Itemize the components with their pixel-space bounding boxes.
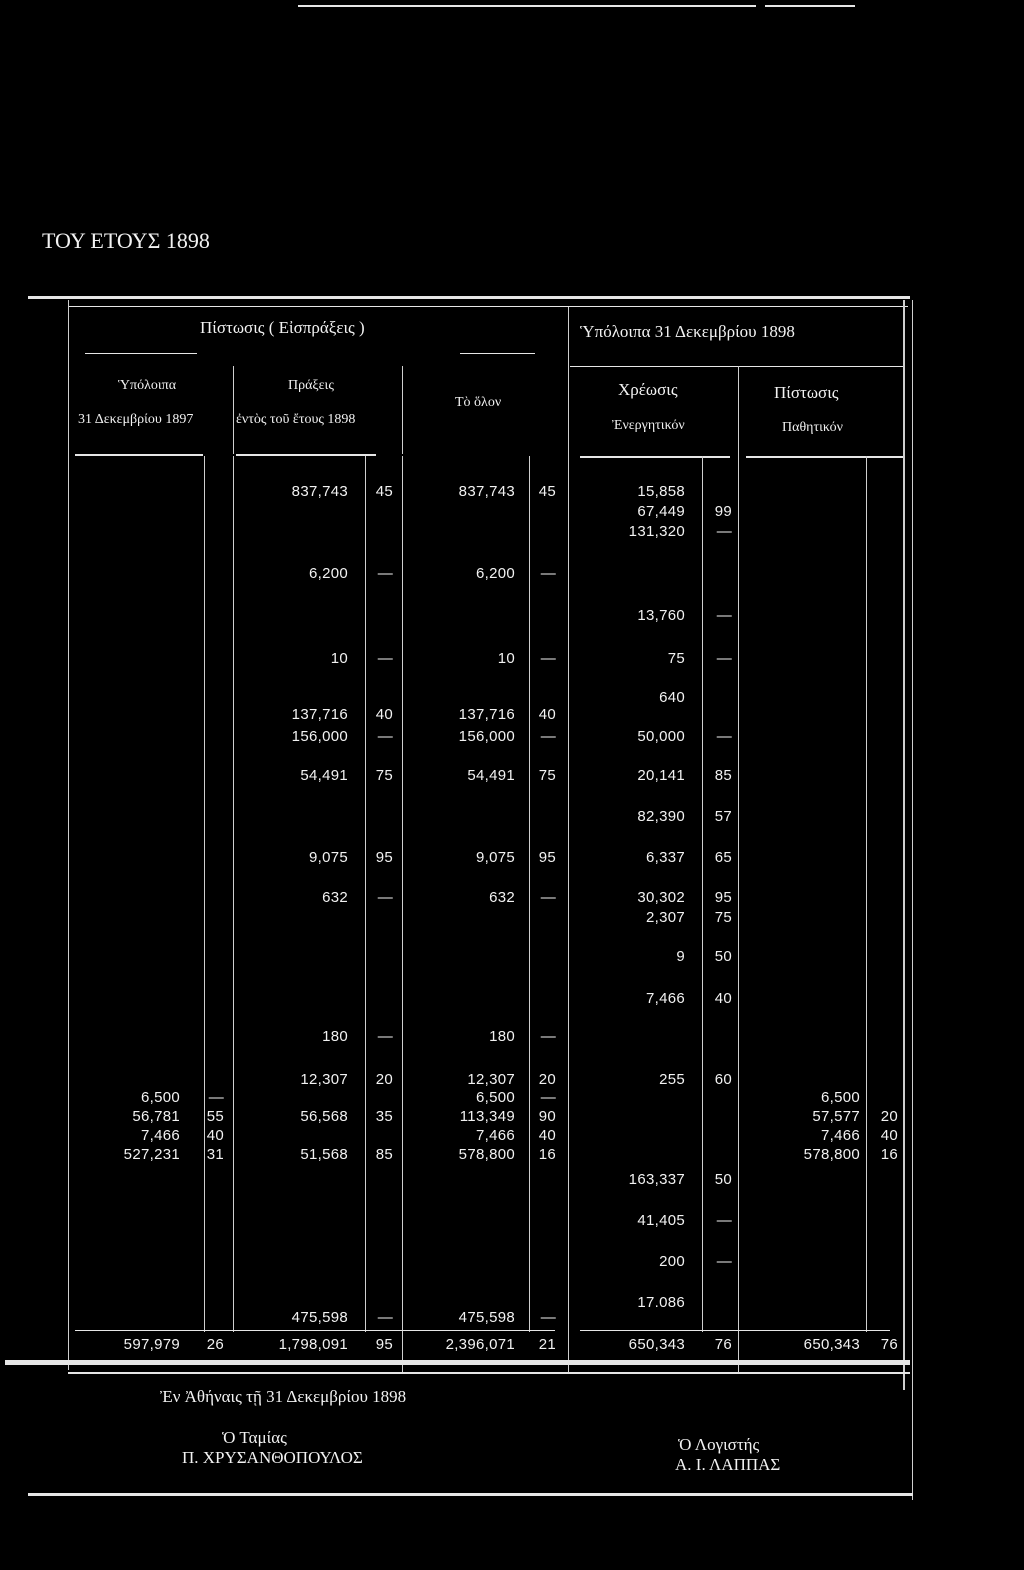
table-right-border: [903, 300, 905, 1390]
body-div-1: [233, 456, 234, 1332]
cell-total: 12,307: [467, 1071, 515, 1088]
cell-debit: 200: [659, 1253, 685, 1270]
cell-trans: 137,716: [291, 706, 348, 723]
accountant-name: Α. Ι. ΛΑΠΠΑΣ: [675, 1455, 781, 1474]
cell-trans: 10: [330, 650, 348, 667]
footer-rule: [28, 1493, 913, 1496]
total-rem: 597,979: [123, 1336, 180, 1353]
accountant-title: Ὁ Λογιστής: [678, 1435, 760, 1454]
cell-total-cents: 40: [538, 1127, 556, 1144]
cell-trans: 9,075: [308, 849, 348, 866]
cell-credit: 7,466: [820, 1127, 860, 1144]
cell-credit: 57,577: [812, 1108, 860, 1125]
cell-debit: 9: [676, 948, 685, 965]
col-credit-l2: Παθητικόν: [782, 420, 843, 435]
cell-debit: 255: [659, 1071, 685, 1088]
cell-debit: 82,390: [637, 808, 685, 825]
cell-total: 7,466: [475, 1127, 515, 1144]
cell-debit: 2,307: [645, 909, 685, 926]
cell-debit: 41,405: [637, 1212, 685, 1229]
hdr-div-2: [402, 366, 403, 454]
cell-total-cents: 45: [538, 483, 556, 500]
cell-debit-cents: 99: [714, 503, 732, 520]
cell-trans: 12,307: [300, 1071, 348, 1088]
cell-debit-cents: 95: [714, 889, 732, 906]
table-top-rule: [28, 296, 910, 299]
cell-total: 54,491: [467, 767, 515, 784]
table-bottom-rule-2: [68, 1372, 910, 1374]
group-divider: [568, 307, 569, 1372]
cell-trans-cents: 75: [375, 767, 393, 784]
total-total-cents: 21: [538, 1336, 556, 1353]
cell-debit: 13,760: [637, 607, 685, 624]
cell-total-cents: —: [540, 565, 556, 582]
cell-rem-cents: 55: [206, 1108, 224, 1125]
cell-total: 10: [497, 650, 515, 667]
cell-debit-cents: —: [716, 1212, 732, 1229]
cell-trans-cents: —: [377, 1028, 393, 1045]
cell-credit-cents: 40: [880, 1127, 898, 1144]
body-div-debit-c: [702, 456, 703, 1332]
header-rule-c: [570, 366, 903, 367]
totals-rule-right: [580, 1330, 890, 1331]
col-transactions-l2: ἐντὸς τοῦ ἔτους 1898: [236, 412, 356, 427]
remaining-group-header: Ὑπόλοιπα 31 Δεκεμβρίου 1898: [580, 322, 795, 341]
cell-trans-cents: 20: [375, 1071, 393, 1088]
cell-debit: 163,337: [628, 1171, 685, 1188]
header-rule-b: [460, 353, 535, 354]
total-rem-cents: 26: [206, 1336, 224, 1353]
cell-trans-cents: —: [377, 650, 393, 667]
cell-debit: 17.086: [637, 1294, 685, 1311]
cell-rem-cents: 31: [206, 1146, 224, 1163]
header-bottom-rule-4: [746, 456, 903, 458]
cell-trans: 837,743: [291, 483, 348, 500]
cell-debit-cents: —: [716, 607, 732, 624]
col-debit-l2: Ἐνεργητικόν: [612, 418, 685, 433]
cell-trans-cents: 35: [375, 1108, 393, 1125]
total-credit: 650,343: [803, 1336, 860, 1353]
total-credit-cents: 76: [880, 1336, 898, 1353]
page-title: ΤΟΥ ΕΤΟΥΣ 1898: [42, 228, 210, 253]
cell-total: 6,200: [475, 565, 515, 582]
cashier-name: Π. ΧΡΥΣΑΝΘΟΠΟΥΛΟΣ: [182, 1448, 363, 1467]
total-trans: 1,798,091: [278, 1336, 348, 1353]
cell-total-cents: —: [540, 650, 556, 667]
cell-debit-cents: 57: [714, 808, 732, 825]
cell-debit-cents: 75: [714, 909, 732, 926]
totals-rule-left: [75, 1330, 555, 1331]
cell-total: 113,349: [459, 1108, 515, 1125]
cell-debit: 20,141: [637, 767, 685, 784]
table-bottom-rule: [5, 1360, 910, 1365]
table-left-border: [68, 300, 69, 1370]
body-div-3: [738, 456, 739, 1372]
cell-trans-cents: 45: [375, 483, 393, 500]
cell-total: 578,800: [458, 1146, 515, 1163]
cell-rem-cents: 40: [206, 1127, 224, 1144]
body-div-2: [402, 456, 403, 1372]
col-debit-l1: Χρέωσις: [618, 380, 678, 399]
top-rule-1: [298, 5, 756, 7]
col-credit-l1: Πίστωσις: [774, 383, 839, 402]
cell-total: 6,500: [475, 1089, 515, 1106]
cell-debit: 6,337: [645, 849, 685, 866]
header-bottom-rule-3: [580, 456, 730, 458]
cell-trans-cents: —: [377, 889, 393, 906]
total-debit: 650,343: [628, 1336, 685, 1353]
cell-total: 632: [489, 889, 515, 906]
cell-credit: 6,500: [820, 1089, 860, 1106]
cell-debit-cents: —: [716, 728, 732, 745]
cell-debit-cents: 65: [714, 849, 732, 866]
cell-total: 475,598: [458, 1309, 515, 1326]
cell-trans: 180: [322, 1028, 348, 1045]
credit-group-header: Πίστωσις ( Εἰσπράξεις ): [200, 318, 365, 337]
cell-total-cents: 16: [538, 1146, 556, 1163]
body-div-rem-c: [204, 456, 205, 1332]
cell-rem: 56,781: [132, 1108, 180, 1125]
table-top-rule-2: [68, 306, 908, 307]
cell-total-cents: —: [540, 1028, 556, 1045]
cell-debit: 75: [667, 650, 685, 667]
cell-trans-cents: —: [377, 728, 393, 745]
cell-total-cents: —: [540, 889, 556, 906]
cell-debit-cents: 60: [714, 1071, 732, 1088]
cell-trans-cents: 40: [375, 706, 393, 723]
cell-debit-cents: 50: [714, 948, 732, 965]
cell-trans-cents: —: [377, 565, 393, 582]
cell-debit: 7,466: [645, 990, 685, 1007]
cell-total-cents: —: [540, 1089, 556, 1106]
col-remaining-1897-l2: 31 Δεκεμβρίου 1897: [78, 412, 194, 427]
cell-rem: 6,500: [140, 1089, 180, 1106]
cell-total: 9,075: [475, 849, 515, 866]
cell-debit: 131,320: [628, 523, 685, 540]
header-bottom-rule-1: [75, 454, 203, 456]
hdr-div-1: [233, 366, 234, 454]
cell-total-cents: —: [540, 1309, 556, 1326]
place-date: Ἐν Ἀθήναις τῇ 31 Δεκεμβρίου 1898: [160, 1387, 407, 1406]
cell-trans-cents: 85: [375, 1146, 393, 1163]
body-div-total-c: [529, 456, 530, 1332]
cell-debit-cents: —: [716, 1253, 732, 1270]
cell-rem-cents: —: [208, 1089, 224, 1106]
cell-total-cents: 20: [538, 1071, 556, 1088]
cell-credit: 578,800: [803, 1146, 860, 1163]
body-div-credit-c: [866, 456, 867, 1332]
cell-trans: 475,598: [291, 1309, 348, 1326]
cell-debit: 30,302: [637, 889, 685, 906]
col-transactions-l1: Πράξεις: [288, 378, 334, 393]
header-bottom-rule-2: [236, 454, 376, 456]
cell-trans: 56,568: [300, 1108, 348, 1125]
cell-trans: 51,568: [300, 1146, 348, 1163]
cell-debit: 50,000: [637, 728, 685, 745]
cell-total-cents: 75: [538, 767, 556, 784]
hdr-div-3: [738, 366, 739, 456]
col-remaining-1897-l1: Ὑπόλοιπα: [118, 378, 177, 393]
cell-total-cents: 95: [538, 849, 556, 866]
cell-debit: 67,449: [637, 503, 685, 520]
cell-total: 156,000: [458, 728, 515, 745]
cell-rem: 527,231: [123, 1146, 180, 1163]
cell-trans: 6,200: [308, 565, 348, 582]
body-div-trans-c: [365, 456, 366, 1332]
top-rule-2: [765, 5, 855, 7]
cell-credit-cents: 20: [880, 1108, 898, 1125]
cell-trans: 156,000: [291, 728, 348, 745]
col-total: Τὸ ὅλον: [455, 395, 502, 410]
cell-debit: 15,858: [637, 483, 685, 500]
cell-trans: 632: [322, 889, 348, 906]
cell-credit-cents: 16: [880, 1146, 898, 1163]
cell-debit-cents: 85: [714, 767, 732, 784]
total-debit-cents: 76: [714, 1336, 732, 1353]
cell-total-cents: —: [540, 728, 556, 745]
cashier-title: Ὁ Ταμίας: [222, 1428, 287, 1447]
cell-total-cents: 40: [538, 706, 556, 723]
cell-debit-cents: —: [716, 523, 732, 540]
table-right-border-outer: [912, 300, 913, 1500]
cell-trans-cents: —: [377, 1309, 393, 1326]
cell-debit-cents: —: [716, 650, 732, 667]
cell-debit-cents: 50: [714, 1171, 732, 1188]
cell-debit: 640: [659, 689, 685, 706]
header-rule-a: [85, 353, 197, 354]
total-total: 2,396,071: [445, 1336, 515, 1353]
cell-rem: 7,466: [140, 1127, 180, 1144]
cell-trans-cents: 95: [375, 849, 393, 866]
cell-total: 137,716: [458, 706, 515, 723]
total-trans-cents: 95: [375, 1336, 393, 1353]
cell-total: 180: [489, 1028, 515, 1045]
cell-total: 837,743: [458, 483, 515, 500]
cell-trans: 54,491: [300, 767, 348, 784]
cell-total-cents: 90: [538, 1108, 556, 1125]
cell-debit-cents: 40: [714, 990, 732, 1007]
